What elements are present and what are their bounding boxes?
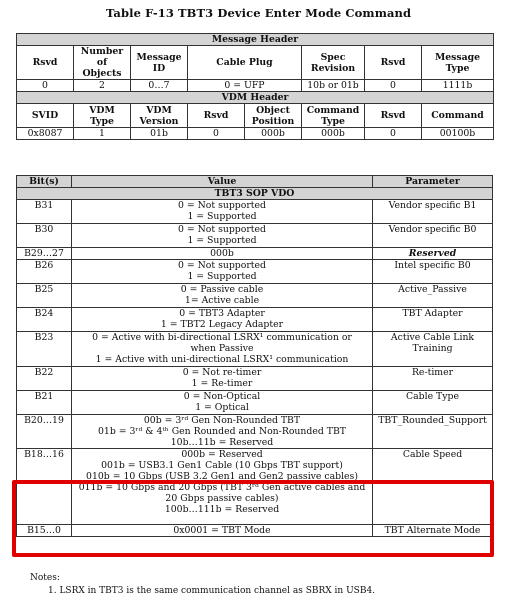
- value-cell: [72, 367, 373, 391]
- message-header-title: Message Header: [17, 34, 494, 46]
- parameter-cell: Cable Type: [373, 391, 493, 415]
- value-line: 001b = USB3.1 Gen1 Cable (10 Gbps TBT support): [101, 460, 343, 471]
- value-cell: [72, 332, 373, 367]
- vdm-val-type: 1: [74, 128, 131, 140]
- parameter-cell: TBT Adapter: [373, 308, 493, 332]
- vdm-val-command: 00100b: [422, 128, 494, 140]
- value-cell: [72, 415, 373, 449]
- parameter-cell: Reserved: [373, 248, 493, 260]
- parameter-cell: Vendor specific B0: [373, 224, 493, 248]
- value-line: 0 = Non-Optical: [183, 391, 261, 402]
- mh-val-cable-plug: 0 = UFP: [188, 80, 302, 92]
- value-line: 1 = TBT2 Legacy Adapter: [160, 319, 284, 330]
- value-line: 0 = Active with bi-directional LSRX¹ communication or: [92, 332, 352, 343]
- mh-col-num-objects: Number of Objects: [74, 46, 131, 80]
- table-row: [17, 332, 493, 367]
- value-line: 100b…111b = Reserved: [164, 504, 280, 515]
- note-1: 1. LSRX in TBT3 is the same communication channel as SBRX in USB4.: [48, 586, 376, 596]
- vdo-section-title: TBT3 SOP VDO: [17, 188, 493, 200]
- col-header-value: Value: [72, 176, 373, 188]
- mh-val-rsvd2: 0: [365, 80, 422, 92]
- vdm-col-object-position: Object Position: [245, 104, 302, 128]
- vdm-header-title: VDM Header: [17, 92, 494, 104]
- bits-cell: B21: [17, 391, 72, 415]
- value-line: 0x0001 = TBT Mode: [173, 525, 271, 536]
- parameter-cell: Intel specific B0: [373, 260, 493, 284]
- bits-cell: B31: [17, 200, 72, 224]
- vdm-col-svid: SVID: [17, 104, 74, 128]
- table-row: [17, 308, 493, 332]
- bits-cell: B29…27: [17, 248, 72, 260]
- value-line: 1 = Optical: [195, 402, 249, 413]
- mh-val-num-objects: 2: [74, 80, 131, 92]
- value-cell: [72, 260, 373, 284]
- value-line: 0 = Not supported: [178, 224, 266, 235]
- notes: [30, 572, 375, 598]
- mh-val-spec-revision: 10b or 01b: [302, 80, 365, 92]
- vdm-val-version: 01b: [131, 128, 188, 140]
- vdm-col-rsvd2: Rsvd: [365, 104, 422, 128]
- value-line: 01b = 3ʳᵈ & 4ᵗʰ Gen Rounded and Non-Rounded TBT: [98, 426, 346, 437]
- vdm-val-object-position: 000b: [245, 128, 302, 140]
- table-row: [17, 260, 493, 284]
- mh-col-message-type: Message Type: [422, 46, 494, 80]
- cable-speed-highlight-box: [12, 480, 494, 557]
- bits-cell: B25: [17, 284, 72, 308]
- table-row: [17, 367, 493, 391]
- vdm-col-rsvd: Rsvd: [188, 104, 245, 128]
- value-line: 20 Gbps passive cables): [165, 493, 279, 504]
- parameter-cell: TBT_Rounded_Support: [373, 415, 493, 449]
- col-header-bits: Bit(s): [17, 176, 72, 188]
- value-line: 000b = Reserved: [181, 449, 263, 460]
- col-header-parameter: Parameter: [373, 176, 493, 188]
- value-line: 10b…11b = Reserved: [170, 437, 274, 448]
- vdm-val-rsvd: 0: [188, 128, 245, 140]
- vdm-val-command-type: 000b: [302, 128, 365, 140]
- table-row: [17, 224, 493, 248]
- value-line: 0 = Not re-timer: [182, 367, 262, 378]
- value-line: 0 = Not supported: [178, 200, 266, 211]
- mh-val-message-id: 0…7: [131, 80, 188, 92]
- value-line: 1 = Active with uni-directional LSRX¹ communication: [95, 354, 349, 365]
- table-row: [17, 248, 493, 260]
- bits-cell: B24: [17, 308, 72, 332]
- value-cell: [72, 308, 373, 332]
- vdm-col-command-type: Command Type: [302, 104, 365, 128]
- bits-cell: B22: [17, 367, 72, 391]
- table-row: [17, 284, 493, 308]
- vdm-val-svid: 0x8087: [17, 128, 74, 140]
- bits-cell: B15…0: [17, 525, 72, 537]
- parameter-cell: Cable Speed: [373, 449, 493, 525]
- value-line: 1= Active cable: [184, 295, 260, 306]
- bits-cell: B18…16: [17, 449, 72, 525]
- vdm-col-version: VDM Version: [131, 104, 188, 128]
- value-cell: [72, 200, 373, 224]
- table-row: [17, 415, 493, 449]
- vdm-val-rsvd2: 0: [365, 128, 422, 140]
- value-cell: [72, 284, 373, 308]
- bits-cell: B30: [17, 224, 72, 248]
- parameter-cell: Vendor specific B1: [373, 200, 493, 224]
- value-line: 1 = Re-timer: [191, 378, 253, 389]
- value-cell: [72, 248, 373, 260]
- vdm-col-command: Command: [422, 104, 494, 128]
- mh-val-message-type: 1111b: [422, 80, 494, 92]
- table-title: Table F-13 TBT3 Device Enter Mode Command: [105, 6, 412, 20]
- mh-col-rsvd2: Rsvd: [365, 46, 422, 80]
- value-line: 00b = 3ʳᵈ Gen Non-Rounded TBT: [143, 415, 301, 426]
- bits-cell: B20…19: [17, 415, 72, 449]
- bits-cell: B26: [17, 260, 72, 284]
- value-line: 0 = TBT3 Adapter: [179, 308, 265, 319]
- mh-col-rsvd: Rsvd: [17, 46, 74, 80]
- header-table: [16, 33, 494, 140]
- value-line: 011b = 10 Gbps and 20 Gbps (TBT 3ʳᵈ Gen active cables and: [78, 482, 366, 493]
- table-row: [17, 391, 493, 415]
- value-cell: [72, 391, 373, 415]
- mh-col-spec-revision: Spec Revision: [302, 46, 365, 80]
- mh-col-cable-plug: Cable Plug: [188, 46, 302, 80]
- value-line: 1 = Supported: [187, 271, 257, 282]
- value-line: when Passive: [190, 343, 254, 354]
- parameter-cell: Active_Passive: [373, 284, 493, 308]
- vdm-col-type: VDM Type: [74, 104, 131, 128]
- value-line: 0 = Not supported: [178, 260, 266, 271]
- value-line: 010b = 10 Gbps (USB 3.2 Gen1 and Gen2 passive cables): [86, 471, 358, 482]
- parameter-cell: Re-timer: [373, 367, 493, 391]
- table-row: [17, 200, 493, 224]
- value-cell: [72, 224, 373, 248]
- value-line: 0 = Passive cable: [180, 284, 264, 295]
- notes-label: Notes:: [30, 573, 60, 583]
- parameter-cell: Active Cable Link Training: [373, 332, 493, 367]
- bits-cell: B23: [17, 332, 72, 367]
- value-line: 1 = Supported: [187, 211, 257, 222]
- value-line: 000b: [210, 248, 234, 259]
- mh-val-rsvd: 0: [17, 80, 74, 92]
- parameter-cell: TBT Alternate Mode: [373, 525, 493, 537]
- value-line: 1 = Supported: [187, 235, 257, 246]
- mh-col-message-id: Message ID: [131, 46, 188, 80]
